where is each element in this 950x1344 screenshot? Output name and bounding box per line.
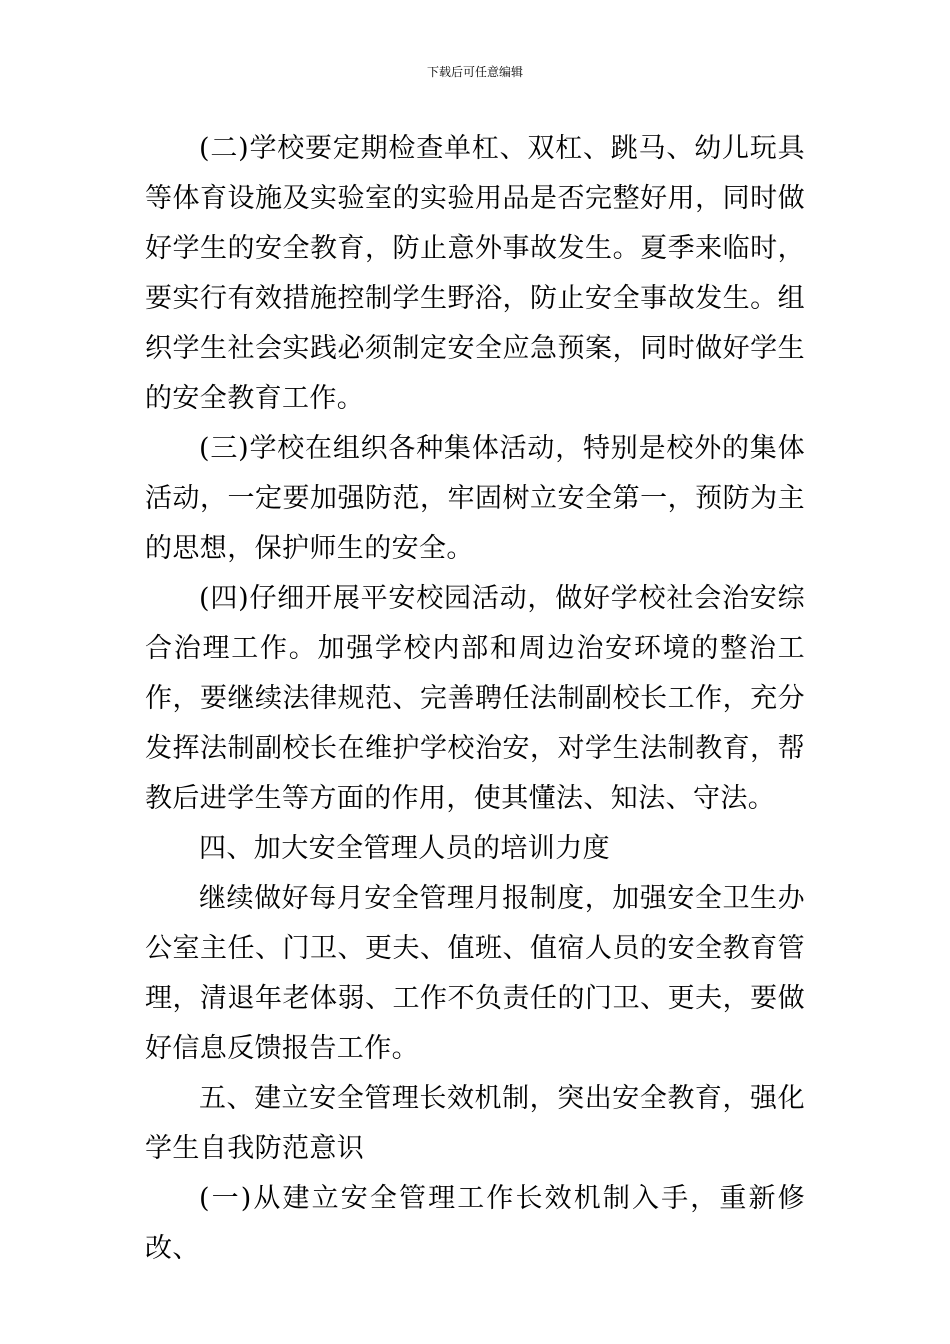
paragraph-monthly-report: 继续做好每月安全管理月报制度，加强安全卫生办公室主任、门卫、更夫、值班、值宿人员的安全教育管理，清退年老体弱、工作不负责任的门卫、更夫，要做好信息反馈报告工作。 [145,883,805,1064]
paragraph-safe-campus: (四)仔细开展平安校园活动，做好学校社会治安综合治理工作。加强学校内部和周边治安环境的整治工作，要继续法律规范、完善聘任法制副校长工作，充分发挥法制副校长在维护学校治安，对学生法制教育，帮教后进学生等方面的作用，使其懂法、知法、守法。 [145,583,805,814]
page-header: 下载后可任意编辑 [426,65,523,79]
document-body [145,124,805,1274]
paragraph-group-activities: (三)学校在组织各种集体活动，特别是校外的集体活动，一定要加强防范，牢固树立安全第一，预防为主的思想，保护师生的安全。 [145,433,805,564]
section-heading-long-term-mechanism: 五、建立安全管理长效机制，突出安全教育，强化学生自我防范意识 [145,1083,805,1164]
paragraph-school-facility-inspection: (二)学校要定期检查单杠、双杠、跳马、幼儿玩具等体育设施及实验室的实验用品是否完整好用，同时做好学生的安全教育，防止意外事故发生。夏季来临时，要实行有效措施控制学生野浴，防止安全事故发生。组织学生社会实践必须制定安全应急预案，同时做好学生的安全教育工作。 [145,133,805,414]
section-heading-training: 四、加大安全管理人员的培训力度 [199,833,610,864]
paragraph-mechanism-start: (一)从建立安全管理工作长效机制入手，重新修改、 [145,1183,805,1264]
